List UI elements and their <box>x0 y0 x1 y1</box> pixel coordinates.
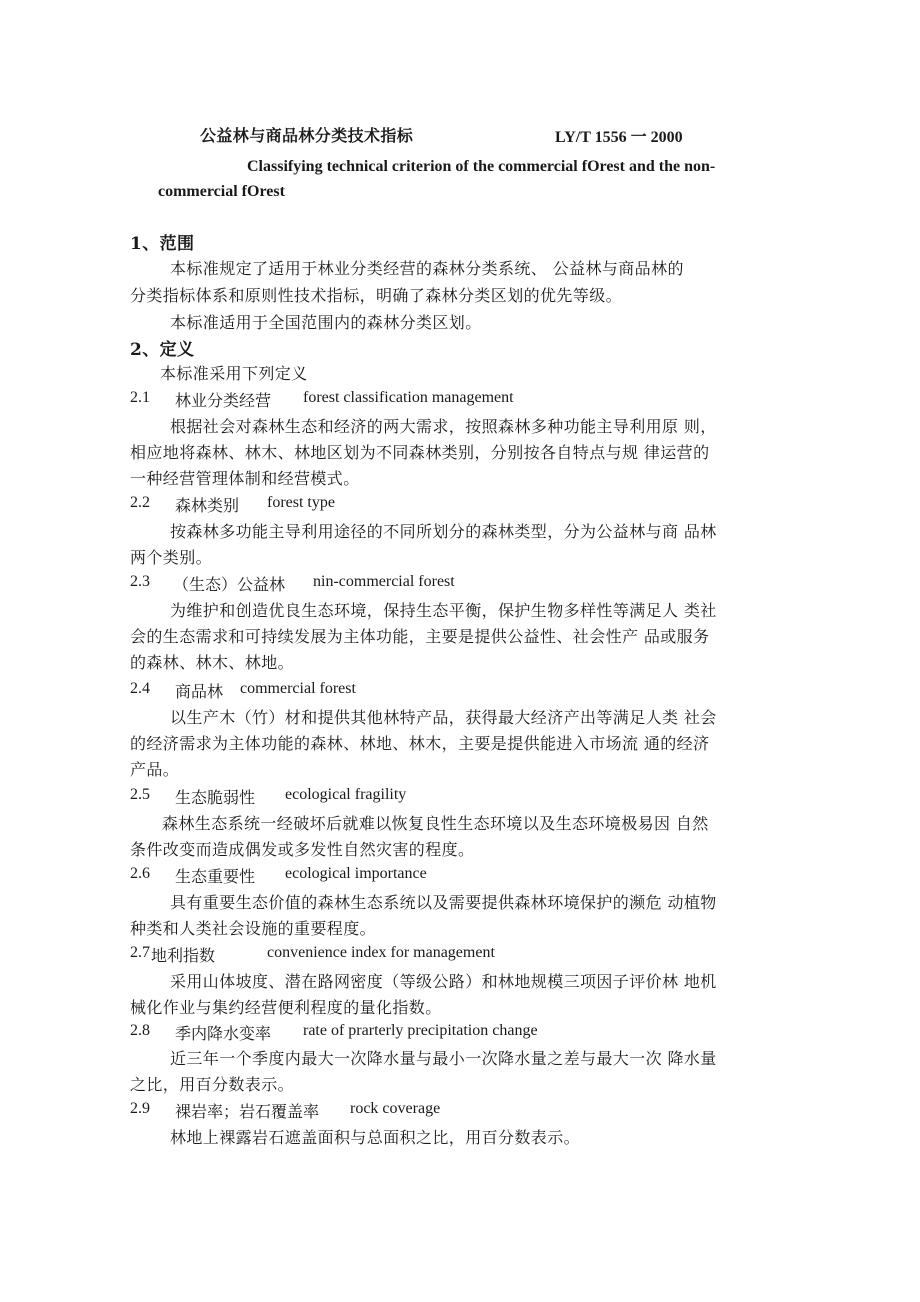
def-number: 2.6 <box>130 865 150 882</box>
section-heading-scope: 1、范围 <box>130 234 195 254</box>
def-number: 2.5 <box>130 786 150 803</box>
def-text-line: 产品。 <box>130 760 180 779</box>
def-number: 2.1 <box>130 389 150 406</box>
title-en-line2: commercial fOrest <box>158 183 285 200</box>
def-text-line: 之比，用百分数表示。 <box>130 1075 295 1094</box>
title-cn: 公益林与商品林分类技术指标 <box>200 126 414 145</box>
def-text-line: 械化作业与集约经营便利程度的量化指数。 <box>130 998 442 1017</box>
def-text-line: 条件改变而造成偶发或多发性自然灾害的程度。 <box>130 840 475 859</box>
def-term: 生态重要性 <box>175 867 256 886</box>
def-number: 2.4 <box>130 680 150 697</box>
def-term: 商品林 <box>175 682 224 701</box>
def-text-line: 近三年一个季度内最大一次降水量与最小一次降水量之差与最大一次 降水量 <box>170 1049 717 1068</box>
def-number: 2.3 <box>130 573 150 590</box>
def-text-line: 森林生态系统一经破坏后就难以恢复良性生态环境以及生态环境极易因 自然 <box>162 814 709 833</box>
def-term: 地利指数 <box>151 946 216 965</box>
standard-code: LY/T 1556 一 2000 <box>555 129 683 146</box>
def-text-line: 具有重要生态价值的森林生态系统以及需要提供森林环境保护的濒危 动植物 <box>170 893 717 912</box>
def-term-english: ecological importance <box>285 865 427 882</box>
def-term-english: ecological fragility <box>285 786 407 803</box>
def-text-line: 两个类别。 <box>130 548 213 567</box>
def-number: 2.7 <box>130 944 150 961</box>
def-term: 裸岩率；岩石覆盖率 <box>175 1102 320 1121</box>
def-term-english: rock coverage <box>350 1100 441 1117</box>
def-term-english: rate of prarterly precipitation change <box>303 1022 538 1039</box>
definitions-intro: 本标准采用下列定义 <box>160 364 308 383</box>
scope-para1-line1: 本标准规定了适用于林业分类经营的森林分类系统、 公益林与商品林的 <box>170 259 684 278</box>
def-text-line: 以生产木（竹）材和提供其他林特产品，获得最大经济产出等满足人类 社会 <box>170 708 717 727</box>
def-text-line: 会的生态需求和可持续发展为主体功能，主要是提供公益性、社会性产 品或服务 <box>130 627 710 646</box>
def-number: 2.2 <box>130 494 150 511</box>
def-term: 森林类别 <box>175 496 240 515</box>
def-term: 季内降水变率 <box>175 1024 272 1043</box>
def-term: （生态）公益林 <box>173 575 286 594</box>
def-text-line: 的经济需求为主体功能的森林、林地、林木，主要是提供能进入市场流 通的经济 <box>130 734 710 753</box>
def-text-line: 一种经营管理体制和经营模式。 <box>130 469 360 488</box>
def-number: 2.8 <box>130 1022 150 1039</box>
def-text-line: 种类和人类社会设施的重要程度。 <box>130 919 377 938</box>
def-number: 2.9 <box>130 1100 150 1117</box>
title-en-line1: Classifying technical criterion of the commercial fOrest and the non- <box>247 158 716 175</box>
def-term: 林业分类经营 <box>175 391 272 410</box>
def-term-english: forest classification management <box>303 389 514 406</box>
def-text-line: 相应地将森林、林木、林地区划为不同森林类别，分别按各自特点与规 律运营的 <box>130 443 710 462</box>
def-term-english: forest type <box>267 494 335 511</box>
scope-para1-line2: 分类指标体系和原则性技术指标，明确了森林分类区划的优先等级。 <box>130 286 623 305</box>
def-term-english: commercial forest <box>240 680 356 697</box>
def-term-english: convenience index for management <box>267 944 495 961</box>
def-text-line: 的森林、林木、林地。 <box>130 653 295 672</box>
scope-para2: 本标准适用于全国范围内的森林分类区划。 <box>170 313 482 332</box>
def-text-line: 根据社会对森林生态和经济的两大需求，按照森林多种功能主导利用原 则， <box>170 417 717 436</box>
def-text-line: 采用山体坡度、潜在路网密度（等级公路）和林地规模三项因子评价林 地机 <box>170 972 717 991</box>
def-text-line: 按森林多功能主导利用途径的不同所划分的森林类型，分为公益林与商 品林 <box>170 522 717 541</box>
def-text-line: 为维护和创造优良生态环境，保持生态平衡，保护生物多样性等满足人 类社 <box>170 601 717 620</box>
def-term: 生态脆弱性 <box>175 788 256 807</box>
section-heading-definitions: 2、定义 <box>130 340 195 360</box>
def-term-english: nin-commercial forest <box>313 573 455 590</box>
def-text-line: 林地上裸露岩石遮盖面积与总面积之比，用百分数表示。 <box>170 1128 581 1147</box>
